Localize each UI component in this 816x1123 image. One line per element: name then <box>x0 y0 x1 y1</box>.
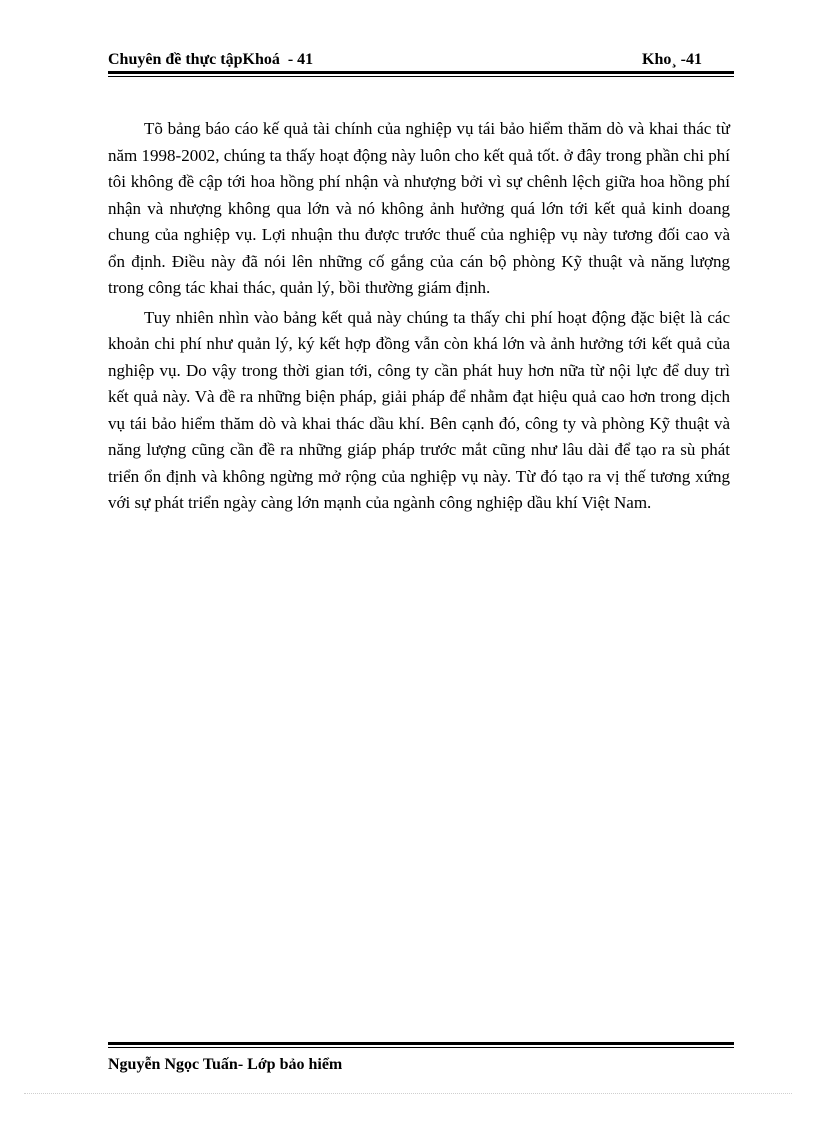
header-title: Chuyên đề thực tậpKhoá - 41 <box>108 51 314 68</box>
footer-rule-thin <box>108 1047 734 1048</box>
page-bottom-edge <box>24 1093 792 1094</box>
header-rule-thick <box>108 71 734 74</box>
paragraph-1: Tõ bảng báo cáo kế quả tài chính của nghiệp vụ tái bảo hiểm thăm dò và khai thác từ năm 1998-2002, chúng ta thấy hoạt động này luôn cho kết quả tốt. ở đây trong phần chi phí tôi không đề cập tới hoa hồng phí nhận và nhượng bởi vì sự chênh lệch giữa hoa hồng phí nhận và nhượng không qua lớn và nó không ảnh hưởng quá lớn tới kết quả kinh doang chung của nghiệp vụ. Lợi nhuận thu được trước thuế của nghiệp vụ này tương đối cao và ổn định. Điều này đã nói lên những cố gắng của cán bộ phòng Kỹ thuật và năng lượng trong công tác khai thác, quản lý, bồi thường giám định. <box>108 119 730 297</box>
paragraph-2: Tuy nhiên nhìn vào bảng kết quả này chúng ta thấy chi phí hoạt động đặc biệt là các khoản chi phí như quản lý, ký kết hợp đồng vẫn còn khá lớn và ảnh hưởng tới kết quả của nghiệp vụ. Do vậy trong thời gian tới, công ty cần phát huy hơn nữa từ nội lực để duy trì kết quả này. Và đề ra những biện pháp, giải pháp để nhằm đạt hiệu quả cao hơn trong dịch vụ tái bảo hiểm thăm dò và khai thác dầu khí. Bên cạnh đó, công ty và phòng Kỹ thuật và năng lượng cũng cần đề ra những giáp pháp trước mắt cũng như lâu dài để tạo ra sù phát triển ổn định và không ngừng mở rộng của nghiệp vụ này. Từ đó tạo ra vị thế tương xứng với sự phát triển ngày càng lớn mạnh của ngành công nghiệp dầu khí Việt Nam. <box>108 307 730 512</box>
header-course: Kho¸ -41 <box>642 51 702 68</box>
page-header <box>108 50 734 70</box>
page-footer: Nguyễn Ngọc Tuấn- Lớp bảo hiểm <box>108 1056 343 1073</box>
footer-rule-thick <box>108 1042 734 1045</box>
document-body <box>108 116 730 520</box>
header-rule-thin <box>108 76 734 77</box>
